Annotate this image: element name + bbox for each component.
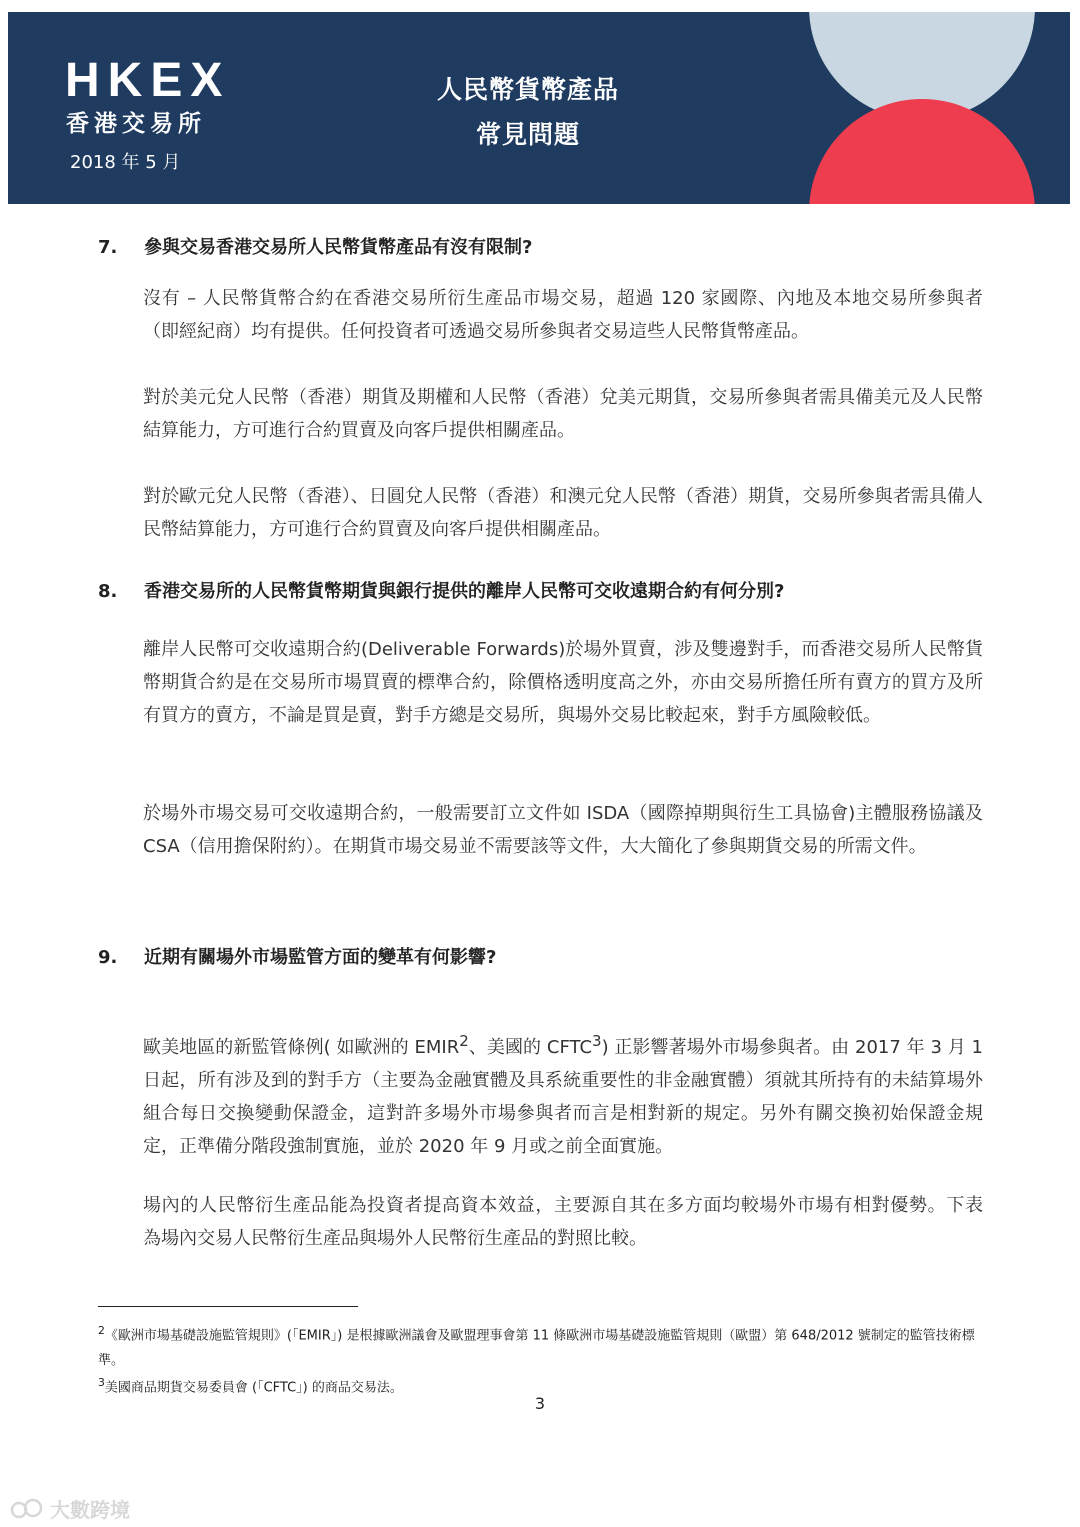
document-title: 人民幣貨幣產品	[436, 75, 619, 104]
question-number: 9.	[98, 947, 118, 968]
footnote-text: 美國商品期貨交易委員會 (「CFTC」) 的商品交易法。	[104, 1380, 403, 1396]
question-9	[98, 944, 988, 972]
answer-8-paragraph-2: 於場外市場交易可交收遠期合約，一般需要訂立文件如 ISDA（國際掉期與衍生工具協會)主體服務協議及 CSA（信用擔保附約）。在期貨市場交易並不需要該等文件，大大簡化了參與期貨交易的所需文件。	[143, 803, 983, 857]
decorative-circle-bottom	[809, 99, 1035, 204]
question-text: 香港交易所的人民幣貨幣期貨與銀行提供的離岸人民幣可交收遠期合約有何分別?	[144, 581, 785, 602]
page-number: 3	[534, 1394, 546, 1413]
answer-9-text-c: ) 正影響著場外市場參與者。由 2017 年 3 月 1 日起，所有涉及到的對手方（主要為金融實體及具系統重要性的非金融實體）須就其所持有的未結算場外組合每日交換變動保證金，這對許多場外市場參與者而言是相對新的規定。另外有關交換初始保證金規定，正準備分階段強制實施，並於 2020 年 9 月或之前全面實施。	[143, 1037, 983, 1157]
footnote-ref-3: 3	[592, 1032, 602, 1050]
hkex-logo: HKEX	[65, 54, 231, 107]
answer-7-paragraph-2: 對於美元兌人民幣（香港）期貨及期權和人民幣（香港）兌美元期貨，交易所參與者需具備美元及人民幣結算能力，方可進行合約買賣及向客戶提供相關產品。	[143, 387, 983, 441]
answer-9-text-b: 、美國的 CFTC	[468, 1037, 593, 1058]
watermark-text: 大數跨境	[50, 1498, 130, 1522]
document-subtitle: 常見問題	[475, 120, 580, 149]
hkex-logo-chinese: 香港交易所	[66, 111, 206, 137]
footnote-2	[98, 1318, 983, 1373]
footnote-mark: 2	[98, 1324, 105, 1337]
answer-8-paragraph-1: 離岸人民幣可交收遠期合約(Deliverable Forwards)於場外買賣，涉及雙邊對手，而香港交易所人民幣貨幣期貨合約是在交易所市場買賣的標準合約，除價格透明度高之外，亦由交易所擔任所有賣方的買方及所有買方的賣方，不論是買是賣，對手方總是交易所，與場外交易比較起來，對手方風險較低。	[143, 639, 983, 726]
answer-7-paragraph-1: 沒有 – 人民幣貨幣合約在香港交易所衍生產品市場交易，超過 120 家國際、內地及本地交易所參與者（即經紀商）均有提供。任何投資者可透過交易所參與者交易這些人民幣貨幣產品。	[143, 288, 983, 342]
publication-date: 2018 年 5 月	[70, 152, 181, 173]
footnote-mark: 3	[98, 1376, 105, 1389]
question-8	[98, 578, 988, 606]
watermark	[10, 1494, 130, 1523]
question-number: 8.	[98, 581, 118, 602]
question-text: 近期有關場外市場監管方面的變革有何影響?	[144, 947, 497, 968]
answer-9-paragraph-2: 場內的人民幣衍生產品能為投資者提高資本效益，主要源自其在多方面均較場外市場有相對優勢。下表 為場內交易人民幣衍生產品與場外人民幣衍生產品的對照比較。	[143, 1195, 1001, 1249]
footnote-text: 《歐洲市場基礎設施監管規則》(「EMIR」) 是根據歐洲議會及歐盟理事會第 11 條歐洲市場基礎設施監管規則（歐盟）第 648/2012 號制定的監管技術標準。	[98, 1328, 975, 1369]
watermark-logo-icon	[10, 1497, 44, 1521]
header-banner	[8, 12, 1070, 204]
answer-9-text-a: 歐美地區的新監管條例( 如歐洲的 EMIR	[143, 1037, 460, 1058]
answer-7-paragraph-3: 對於歐元兌人民幣（香港）、日圓兌人民幣（香港）和澳元兌人民幣（香港）期貨，交易所參與者需具備人民幣結算能力，方可進行合約買賣及向客戶提供相關產品。	[143, 486, 983, 540]
answer-9-paragraph-1	[143, 1025, 983, 1163]
footnote-divider	[98, 1306, 358, 1307]
question-number: 7.	[98, 237, 118, 258]
footnote-ref-2: 2	[459, 1032, 469, 1050]
question-7	[98, 234, 988, 262]
question-text: 參與交易香港交易所人民幣貨幣產品有沒有限制?	[144, 237, 533, 258]
